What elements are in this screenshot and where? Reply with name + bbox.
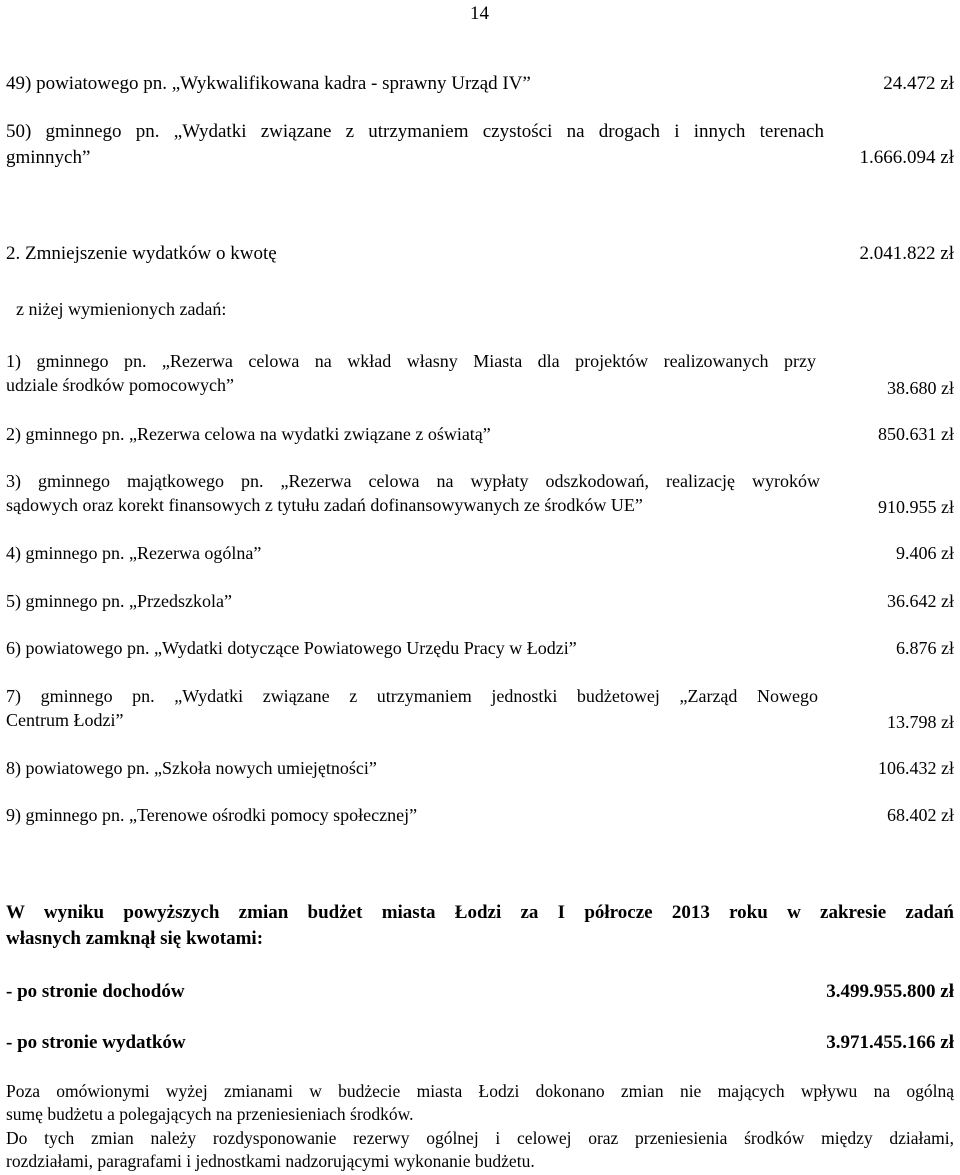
amount-2: 850.631 zł xyxy=(878,424,954,444)
summary-line1: W wyniku powyższych zmian budżet miasta Łodzi za I półrocze 2013 roku w zakresie zadań xyxy=(6,902,954,923)
list-item-9: 9) gminnego pn. „Terenowe ośrodki pomocy społecznej” xyxy=(6,805,418,825)
list-item-50-line2: gminnych” xyxy=(6,147,91,168)
revenue-label: - po stronie dochodów xyxy=(6,981,185,1002)
list-item-7-line2: Centrum Łodzi” xyxy=(6,710,124,730)
section-2-subheading: z niżej wymienionych zadań: xyxy=(16,299,227,319)
revenue-amount: 3.499.955.800 zł xyxy=(826,981,954,1002)
page-number: 14 xyxy=(470,3,489,24)
list-item-4: 4) gminnego pn. „Rezerwa ogólna” xyxy=(6,543,262,563)
list-item-3-line1: 3) gminnego majątkowego pn. „Rezerwa celowa na wypłaty odszkodowań, realizację wyroków xyxy=(6,471,820,491)
list-item-3-line2: sądowych oraz korekt finansowych z tytułu zadań dofinansowywanych ze środków UE” xyxy=(6,495,643,515)
note-2-line1: Do tych zmian należy rozdysponowanie rezerwy ogólnej i celowej oraz przeniesienia środków między działami, xyxy=(6,1128,954,1148)
list-item-7-line1: 7) gminnego pn. „Wydatki związane z utrzymaniem jednostki budżetowej „Zarząd Nowego xyxy=(6,686,818,706)
amount-8: 106.432 zł xyxy=(878,758,954,778)
amount-50: 1.666.094 zł xyxy=(859,147,954,168)
section-2-amount: 2.041.822 zł xyxy=(859,243,954,264)
note-1-line2: sumę budżetu a polegających na przeniesieniach środków. xyxy=(6,1104,414,1124)
amount-5: 36.642 zł xyxy=(887,591,954,611)
list-item-50-line1: 50) gminnego pn. „Wydatki związane z utrzymaniem czystości na drogach i innych terenach xyxy=(6,121,824,142)
amount-9: 68.402 zł xyxy=(887,805,954,825)
list-item-2: 2) gminnego pn. „Rezerwa celowa na wydatki związane z oświatą” xyxy=(6,424,491,444)
amount-7: 13.798 zł xyxy=(887,712,954,732)
list-item-49: 49) powiatowego pn. „Wykwalifikowana kadra - sprawny Urząd IV” xyxy=(6,73,531,94)
note-1-line1: Poza omówionymi wyżej zmianami w budżecie miasta Łodzi dokonano zmian nie mających wpływu na ogólną xyxy=(6,1081,954,1101)
list-item-1-line1: 1) gminnego pn. „Rezerwa celowa na wkład własny Miasta dla projektów realizowanych przy xyxy=(6,351,816,371)
section-2-heading: 2. Zmniejszenie wydatków o kwotę xyxy=(6,243,277,264)
expenses-label: - po stronie wydatków xyxy=(6,1032,186,1053)
summary-line2: własnych zamknął się kwotami: xyxy=(6,928,264,949)
amount-49: 24.472 zł xyxy=(883,73,954,94)
list-item-1-line2: udziale środków pomocowych” xyxy=(6,375,234,395)
amount-4: 9.406 zł xyxy=(896,543,954,563)
list-item-8: 8) powiatowego pn. „Szkoła nowych umiejętności” xyxy=(6,758,377,778)
amount-1: 38.680 zł xyxy=(887,378,954,398)
amount-3: 910.955 zł xyxy=(878,497,954,517)
amount-6: 6.876 zł xyxy=(896,638,954,658)
expenses-amount: 3.971.455.166 zł xyxy=(826,1032,954,1053)
list-item-6: 6) powiatowego pn. „Wydatki dotyczące Powiatowego Urzędu Pracy w Łodzi” xyxy=(6,638,577,658)
list-item-5: 5) gminnego pn. „Przedszkola” xyxy=(6,591,232,611)
note-2-line2: rozdziałami, paragrafami i jednostkami nadzorującymi wykonanie budżetu. xyxy=(6,1151,535,1171)
